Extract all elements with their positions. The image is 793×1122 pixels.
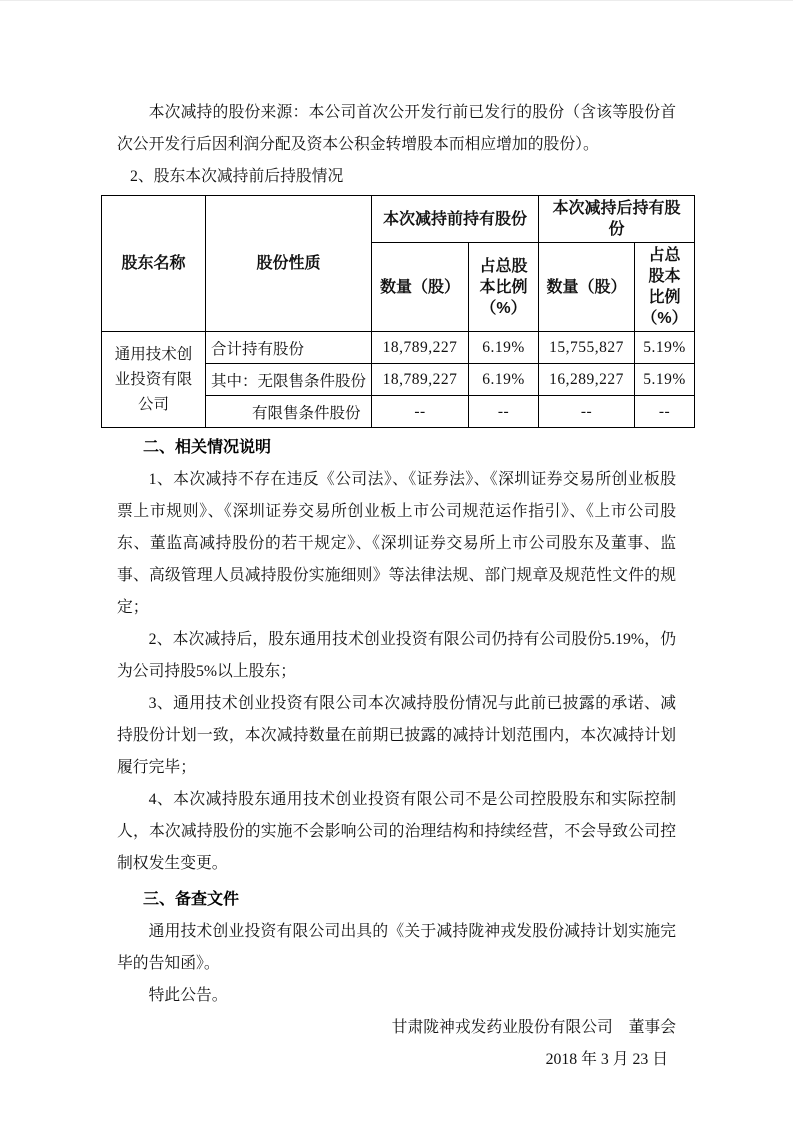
table-header-row-top [102,196,695,243]
before-quantity-cell: 18,789,227 [372,364,469,396]
header-after-reduction: 本次减持后持有股份 [539,196,695,243]
before-ratio-cell: 6.19% [469,364,539,396]
nature-cell: 合计持有股份 [206,332,372,364]
nature-cell: 有限售条件股份 [206,396,372,428]
after-ratio-cell: 5.19% [635,332,695,364]
header-shareholder-name: 股东名称 [102,196,206,332]
intro-paragraph: 本次减持的股份来源：本公司首次公开发行前已发行的股份（含该等股份首次公开发行后因利润分配及资本公积金转增股本而相应增加的股份）。 [117,104,676,153]
header-after-quantity: 数量（股） [539,243,635,332]
holdings-table [101,195,695,428]
header-before-ratio: 占总股本比例（%） [469,243,539,332]
before-ratio-cell: 6.19% [469,332,539,364]
section2-paragraph-4: 4、本次减持股东通用技术创业投资有限公司不是公司控股股东和实际控制人，本次减持股份的实施不会影响公司的治理结构和持续经营，不会导致公司控制权发生变更。 [117,791,676,872]
after-quantity-cell: 15,755,827 [539,332,635,364]
header-before-quantity: 数量（股） [372,243,469,332]
header-after-ratio: 占总股本比例（%） [635,243,695,332]
header-before-reduction: 本次减持前持有股份 [372,196,539,243]
section3-paragraph: 通用技术创业投资有限公司出具的《关于减持陇神戎发股份减持计划实施完毕的告知函》。 [117,923,676,972]
section2-paragraph-2: 2、本次减持后，股东通用技术创业投资有限公司仍持有公司股份5.19%，仍为公司持股5%以上股东； [117,631,676,680]
section2-heading: 二、相关情况说明 [143,439,272,456]
item2-heading: 2、股东本次减持前后持股情况 [130,168,344,185]
after-quantity-cell: -- [539,396,635,428]
before-quantity-cell: 18,789,227 [372,332,469,364]
section2-paragraph-1: 1、本次减持不存在违反《公司法》、《证券法》、《深圳证券交易所创业板股票上市规则》、《深圳证券交易所创业板上市公司规范运作指引》、《上市公司股东、董监高减持股份的若干规定》、《深圳证券交易所上市公司股东及董事、监事、高级管理人员减持股份实施细则》等法律法规、部门规章及规范性文件的规定； [117,471,676,616]
shareholder-name-cell: 通用技术创业投资有限公司 [102,332,206,428]
signature-date: 2018 年 3 月 23 日 [545,1051,668,1068]
before-quantity-cell: -- [372,396,469,428]
nature-cell: 其中：无限售条件股份 [206,364,372,396]
closing-statement: 特此公告。 [148,987,228,1004]
table-row-total [102,332,695,364]
header-share-nature: 股份性质 [206,196,372,332]
section2-paragraph-3: 3、通用技术创业投资有限公司本次减持股份情况与此前已披露的承诺、减持股份计划一致，本次减持数量在前期已披露的减持计划范围内，本次减持计划履行完毕； [117,695,676,776]
signature-company: 甘肃陇神戎发药业股份有限公司 董事会 [391,1019,676,1036]
before-ratio-cell: -- [469,396,539,428]
after-quantity-cell: 16,289,227 [539,364,635,396]
after-ratio-cell: -- [635,396,695,428]
section3-heading: 三、备查文件 [143,891,240,908]
after-ratio-cell: 5.19% [635,364,695,396]
